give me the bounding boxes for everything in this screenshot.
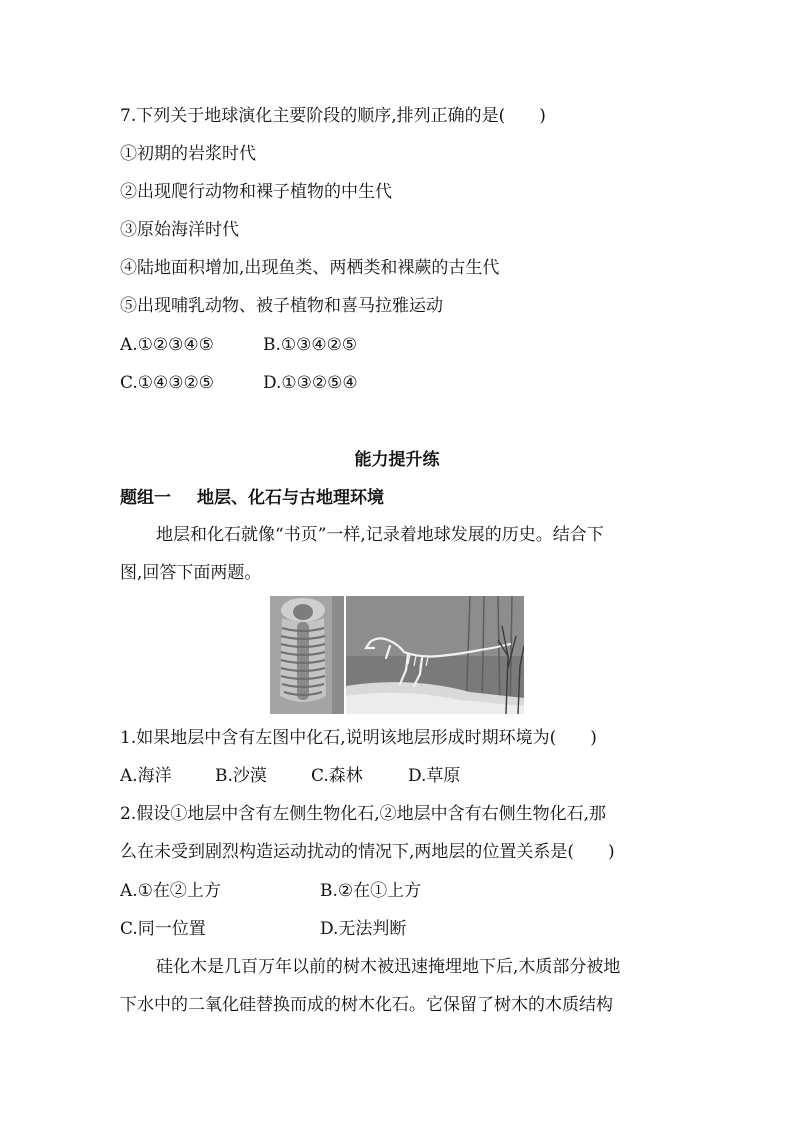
q7-item-2: ②出现爬行动物和裸子植物的中生代 (120, 182, 392, 202)
q2-stem-line-2: 么在未受到剧烈构造运动扰动的情况下,两地层的位置关系是( ) (120, 842, 615, 862)
dinosaur-skeleton-fossil-image (346, 596, 524, 714)
q7-option-c[interactable]: C.①④③②⑤ (120, 373, 215, 393)
trilobite-fossil-image (270, 596, 344, 714)
q2-option-b[interactable]: B.②在①上方 (320, 881, 422, 901)
passage-line-2: 下水中的二氧化硅替换而成的树木化石。它保留了树木的木质结构 (120, 995, 613, 1015)
q7-option-a[interactable]: A.①②③④⑤ (120, 335, 214, 355)
group-label: 题组一 (120, 488, 171, 508)
q2-option-d[interactable]: D.无法判断 (320, 919, 407, 939)
fossil-figure (270, 596, 524, 714)
q2-option-c[interactable]: C.同一位置 (120, 919, 206, 939)
passage-line-1: 硅化木是几百万年以前的树木被迅速掩埋地下后,木质部分被地 (156, 957, 621, 977)
q1-option-a[interactable]: A.海洋 (120, 766, 172, 786)
q1-stem: 1.如果地层中含有左图中化石,说明该地层形成时期环境为( ) (120, 728, 597, 748)
q1-option-c[interactable]: C.森林 (311, 766, 363, 786)
intro-line-1: 地层和化石就像“书页”一样,记录着地球发展的历史。结合下 (156, 525, 604, 545)
q7-item-3: ③原始海洋时代 (120, 220, 239, 240)
q7-option-b[interactable]: B.①③④②⑤ (263, 335, 358, 355)
q7-item-5: ⑤出现哺乳动物、被子植物和喜马拉雅运动 (120, 296, 443, 316)
q1-option-b[interactable]: B.沙漠 (215, 766, 267, 786)
intro-line-2: 图,回答下面两题。 (120, 563, 262, 583)
group-topic: 地层、化石与古地理环境 (197, 488, 384, 508)
q2-option-a[interactable]: A.①在②上方 (120, 881, 221, 901)
section-title: 能力提升练 (354, 450, 440, 470)
q7-stem: 7.下列关于地球演化主要阶段的顺序,排列正确的是( ) (120, 106, 546, 126)
group-heading (120, 486, 384, 510)
q7-item-4: ④陆地面积增加,出现鱼类、两栖类和裸蕨的古生代 (120, 258, 500, 278)
q2-stem-line-1: 2.假设①地层中含有左侧生物化石,②地层中含有右侧生物化石,那 (120, 804, 607, 824)
q7-item-1: ①初期的岩浆时代 (120, 144, 256, 164)
q7-option-d[interactable]: D.①③②⑤④ (263, 373, 358, 393)
q1-option-d[interactable]: D.草原 (408, 766, 461, 786)
